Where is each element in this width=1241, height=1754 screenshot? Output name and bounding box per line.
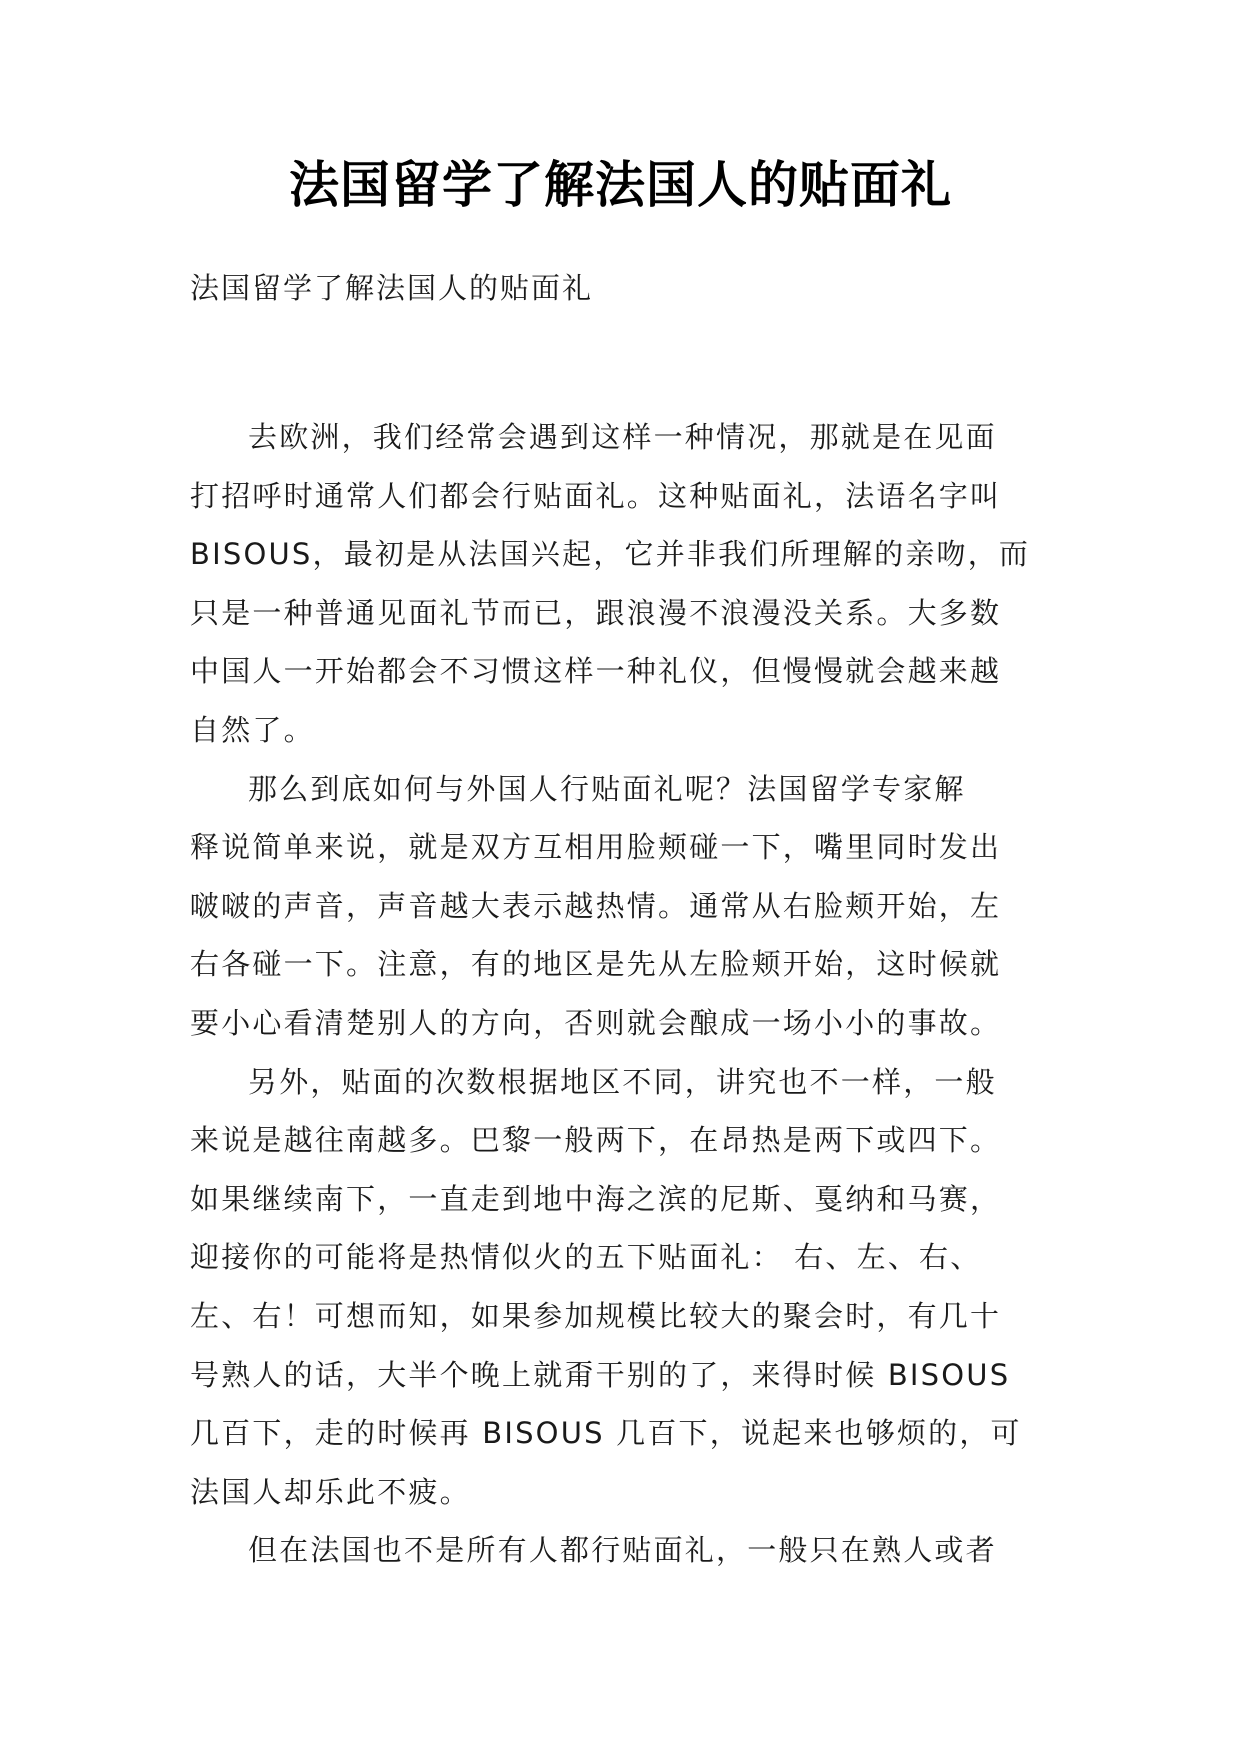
text-line: 右各碰一下。注意，有的地区是先从左脸颊开始，这时候就 xyxy=(190,947,1002,982)
text-line: 左、右！可想而知，如果参加规模比较大的聚会时，有几十 xyxy=(190,1298,1002,1333)
paragraph-4 xyxy=(190,1521,1052,1580)
document-title: 法国留学了解法国人的贴面礼 xyxy=(289,155,952,214)
text-line: 几百下，走的时候再 BISOUS 几百下，说起来也够烦的，可 xyxy=(190,1416,1022,1451)
text-line: 另外，贴面的次数根据地区不同，讲究也不一样，一般 xyxy=(248,1064,997,1099)
text-line: 去欧洲，我们经常会遇到这样一种情况，那就是在见面 xyxy=(248,420,997,454)
text-line: 只是一种普通见面礼节而已，跟浪漫不浪漫没关系。大多数 xyxy=(190,595,1002,630)
text-line: 来说是越往南越多。巴黎一般两下，在昂热是两下或四下。 xyxy=(190,1123,1002,1158)
text-line: 自然了。 xyxy=(190,712,315,747)
text-line: 啵啵的声音，声音越大表示越热情。通常从右脸颊开始，左 xyxy=(190,888,1002,923)
text-line: 但在法国也不是所有人都行贴面礼，一般只在熟人或者 xyxy=(248,1533,997,1568)
text-line: 要小心看清楚别人的方向，否则就会酿成一场小小的事故。 xyxy=(190,1005,1002,1040)
text-line: 打招呼时通常人们都会行贴面礼。这种贴面礼，法语名字叫 xyxy=(190,478,1002,513)
text-line: BISOUS，最初是从法国兴起，它并非我们所理解的亲吻，而 xyxy=(190,537,1031,572)
text-line: 那么到底如何与外国人行贴面礼呢？法国留学专家解 xyxy=(248,771,966,806)
text-line: 如果继续南下，一直走到地中海之滨的尼斯、戛纳和马赛， xyxy=(190,1181,1002,1216)
document-subtitle: 法国留学了解法国人的贴面礼 xyxy=(190,271,594,305)
paragraph-2 xyxy=(190,760,1052,1053)
document-body xyxy=(190,408,1052,1580)
text-line: 释说简单来说，就是双方互相用脸颊碰一下，嘴里同时发出 xyxy=(190,830,1002,865)
paragraph-1 xyxy=(190,408,1052,760)
text-line: 法国人却乐此不疲。 xyxy=(190,1474,471,1509)
text-line: 迎接你的可能将是热情似火的五下贴面礼： 右、左、右、 xyxy=(190,1240,982,1275)
paragraph-3 xyxy=(190,1053,1052,1522)
text-line: 中国人一开始都会不习惯这样一种礼仪，但慢慢就会越来越 xyxy=(190,654,1002,689)
text-line: 号熟人的话，大半个晚上就甭干别的了，来得时候 BISOUS xyxy=(190,1357,1011,1392)
